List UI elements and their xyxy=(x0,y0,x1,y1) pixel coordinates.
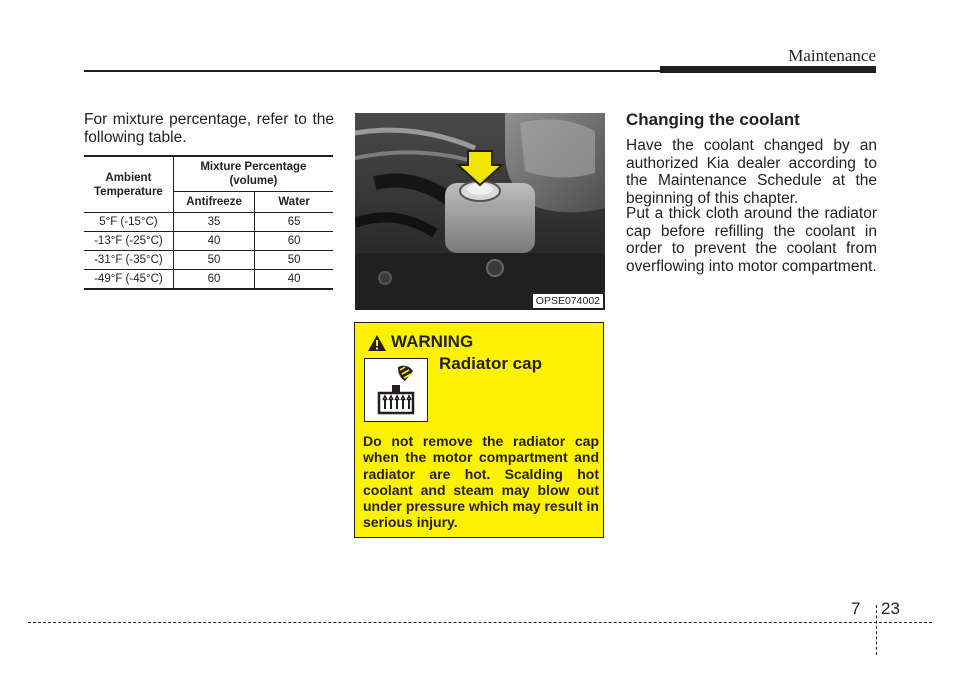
header-rule-thick xyxy=(660,66,876,73)
page-number: 23 xyxy=(881,599,900,618)
intro-text: For mixture percentage, refer to the following table. xyxy=(84,111,334,146)
table-row xyxy=(84,251,333,270)
table-row xyxy=(84,270,333,290)
cell-temperature: 5°F (-15°C) xyxy=(84,213,173,232)
paragraph-coolant-change: Have the coolant changed by an authorized Kia dealer according to the Maintenance Schedule at the beginning of this chapter. xyxy=(626,137,877,207)
table-row xyxy=(84,232,333,251)
warning-title: WARNING xyxy=(391,332,474,351)
warning-subtitle: Radiator cap xyxy=(439,354,542,373)
cell-water: 65 xyxy=(255,213,333,232)
col-mixture-percentage: Mixture Percentage (volume) xyxy=(173,156,333,192)
paragraph-thick-cloth: Put a thick cloth around the radiator cap before refilling the coolant in order to prevent the coolant from overflowing into motor compartment. xyxy=(626,205,877,275)
cell-water: 60 xyxy=(255,232,333,251)
warning-box xyxy=(354,322,604,538)
cell-water: 50 xyxy=(255,251,333,270)
cell-antifreeze: 35 xyxy=(173,213,254,232)
footer-divider xyxy=(876,605,877,655)
header-title: Maintenance xyxy=(788,46,876,65)
cell-water: 40 xyxy=(255,270,333,290)
mixture-table xyxy=(84,155,333,290)
figure-label: OPSE074002 xyxy=(533,294,603,308)
header-rule xyxy=(84,70,660,72)
col-antifreeze: Antifreeze xyxy=(173,192,254,213)
radiator-cap-icon xyxy=(364,358,428,422)
chapter-number: 7 xyxy=(851,599,861,618)
table-row xyxy=(84,213,333,232)
warning-triangle-icon xyxy=(367,334,387,352)
cell-temperature: -49°F (-45°C) xyxy=(84,270,173,290)
col-ambient-temperature: Ambient Temperature xyxy=(84,156,173,213)
engine-illustration xyxy=(355,113,605,310)
cell-antifreeze: 40 xyxy=(173,232,254,251)
cell-temperature: -13°F (-25°C) xyxy=(84,232,173,251)
cell-temperature: -31°F (-35°C) xyxy=(84,251,173,270)
section-heading: Changing the coolant xyxy=(626,110,800,129)
warning-text: Do not remove the radiator cap when the motor compartment and radiator are hot. Scalding hot coolant and steam may blow out under pressure which may result in serious injury. xyxy=(363,433,599,531)
engine-coolant-photo xyxy=(355,113,605,310)
cell-antifreeze: 60 xyxy=(173,270,254,290)
col-water: Water xyxy=(255,192,333,213)
footer-rule xyxy=(28,622,932,623)
cell-antifreeze: 50 xyxy=(173,251,254,270)
